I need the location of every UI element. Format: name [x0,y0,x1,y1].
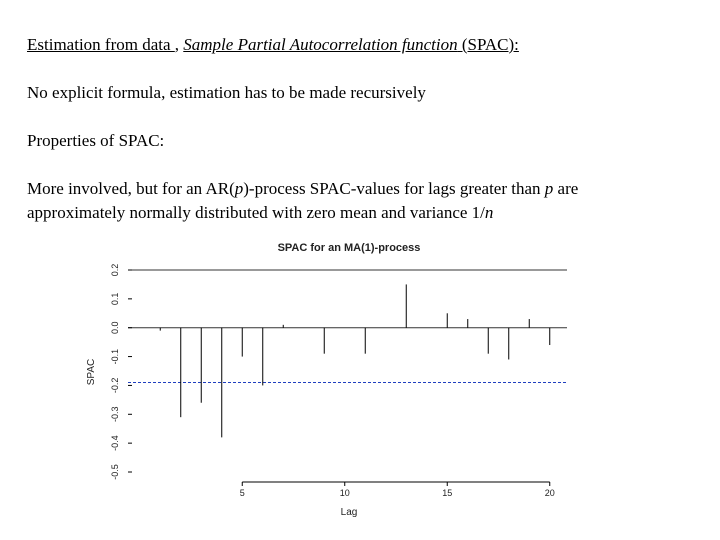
y-tick-label: 0.1 [110,292,120,306]
x-tick-label: 5 [239,488,245,498]
y-tick-label: -0.4 [110,435,120,451]
heading-comma: , [174,35,184,54]
properties-text-part: are [553,179,579,198]
x-axis-label: Lag [340,507,358,518]
properties-text-part: )-process SPAC-values for lags greater than [243,179,545,198]
properties-text-part: approximately normally distributed with zero mean and variance 1/ [27,203,485,222]
y-tick-label: -0.2 [110,377,120,394]
properties-text-part: More involved, but for an AR( [27,179,235,198]
heading-spac-abbrev: (SPAC): [457,35,519,54]
y-tick-label: -0.5 [110,464,120,480]
y-tick-label: 0.0 [110,321,120,334]
y-tick-label: -0.3 [110,406,120,423]
chart-title: SPAC for an MA(1)-process [277,242,421,254]
properties-heading: Properties of SPAC: [27,131,165,150]
math-n: n [484,203,494,222]
formula-note: No explicit formula, estimation has to be made recursively [27,83,426,102]
y-tick-label: -0.1 [110,348,120,365]
x-tick-label: 20 [544,488,555,498]
math-p: p [234,179,244,198]
chart-marks [110,264,567,498]
heading-estimation: Estimation from data [27,35,175,54]
x-tick-label: 10 [339,488,350,498]
y-tick-label: 0.2 [110,263,120,277]
y-axis-label: SPAC [86,358,97,386]
heading-spac-term: Sample Partial Autocorrelation function [183,35,458,54]
x-tick-label: 15 [442,488,453,498]
math-p: p [544,179,554,198]
